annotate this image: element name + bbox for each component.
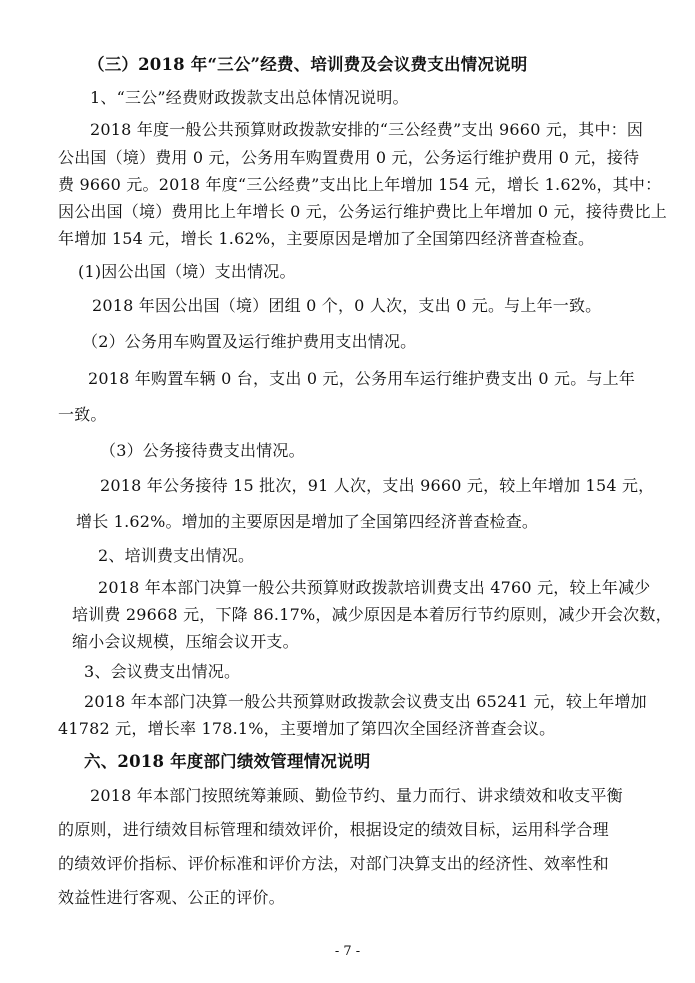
subsection-title-1: 1、“三公”经费财政拨款支出总体情况说明。 [90, 88, 409, 107]
paragraph-line: 缩小会议规模，压缩会议开支。 [72, 632, 299, 651]
paragraph-line: 2018 年本部门决算一般公共预算财政拨款会议费支出 65241 元，较上年增加 [84, 692, 647, 711]
item-title-1: (1)因公出国（境）支出情况。 [78, 262, 296, 281]
item-title-3: （3）公务接待费支出情况。 [100, 441, 305, 460]
paragraph-line: 因公出国（境）费用比上年增长 0 元，公务运行维护费比上年增加 0 元，接待费比上 [58, 202, 667, 221]
paragraph-line: 一致。 [58, 405, 107, 424]
paragraph-line: 费 9660 元。2018 年度“三公经费”支出比上年增加 154 元，增长 1.62%，其中： [58, 175, 662, 194]
paragraph-line: 年增加 154 元，增长 1.62%，主要原因是增加了全国第四经济普查检查。 [58, 229, 595, 248]
paragraph-line: 公出国（境）费用 0 元，公务用车购置费用 0 元，公务运行维护费用 0 元，接待 [58, 148, 640, 167]
paragraph-line: 的原则，进行绩效目标管理和绩效评价，根据设定的绩效目标，运用科学合理 [58, 820, 609, 839]
paragraph-line: 2018 年度一般公共预算财政拨款安排的“三公经费”支出 9660 元，其中：因 [90, 120, 644, 139]
item-title-2: （2）公务用车购置及运行维护费用支出情况。 [82, 332, 417, 351]
paragraph-line: 效益性进行客观、公正的评价。 [58, 888, 285, 907]
paragraph-line: 增长 1.62%。增加的主要原因是增加了全国第四经济普查检查。 [76, 512, 539, 531]
section-heading-three-public: （三）2018 年“三公”经费、培训费及会议费支出情况说明 [88, 55, 528, 74]
paragraph-line: 的绩效评价指标、评价标准和评价方法，对部门决算支出的经济性、效率性和 [58, 854, 609, 873]
section-heading-performance: 六、2018 年度部门绩效管理情况说明 [84, 752, 371, 771]
paragraph-line: 2018 年公务接待 15 批次，91 人次，支出 9660 元，较上年增加 154 元， [100, 476, 655, 495]
page-number: - 7 - [334, 944, 361, 959]
paragraph-line: 2018 年本部门决算一般公共预算财政拨款培训费支出 4760 元，较上年减少 [98, 578, 651, 597]
paragraph-line: 培训费 29668 元，下降 86.17%，减少原因是本着厉行节约原则，减少开会次数， [72, 605, 672, 624]
subsection-title-2: 2、培训费支出情况。 [98, 546, 255, 565]
subsection-title-3: 3、会议费支出情况。 [84, 662, 241, 681]
paragraph-line: 2018 年购置车辆 0 台，支出 0 元，公务用车运行维护费支出 0 元。与上年 [88, 369, 636, 388]
paragraph-line: 41782 元，增长率 178.1%，主要增加了第四次全国经济普查会议。 [58, 719, 556, 738]
paragraph-line: 2018 年本部门按照统筹兼顾、勤俭节约、量力而行、讲求绩效和收支平衡 [90, 786, 623, 805]
paragraph-line: 2018 年因公出国（境）团组 0 个，0 人次，支出 0 元。与上年一致。 [92, 296, 602, 315]
